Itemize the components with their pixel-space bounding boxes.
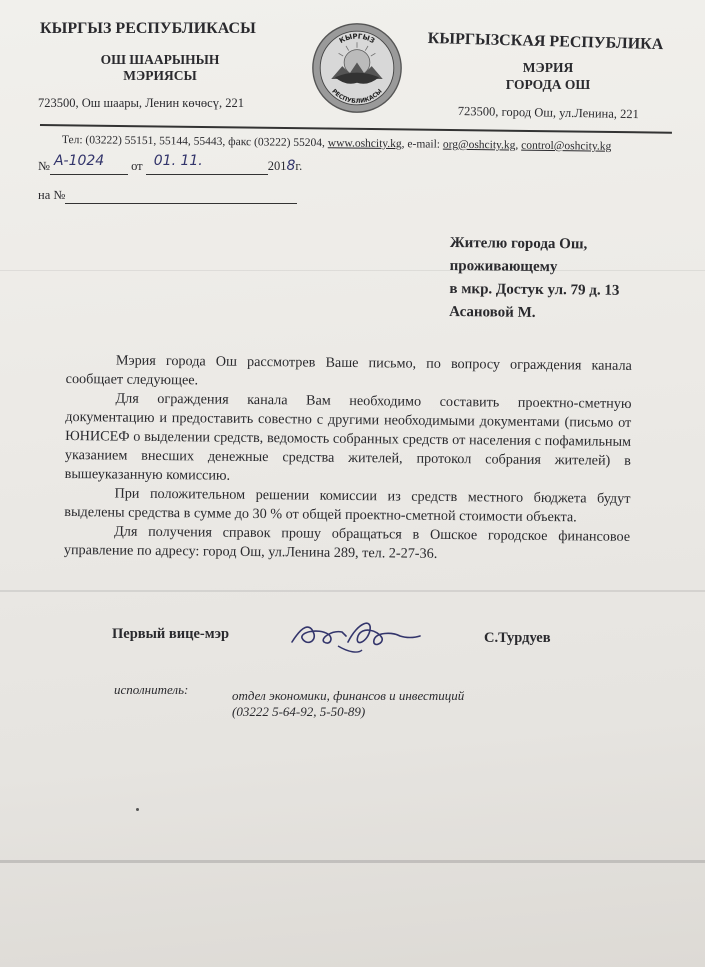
body-paragraph-3: При положительном решении комиссии из средств местного бюджета будут выделены средства в сумме до 30 % от общей проектно-сметной стоимости объекта. — [64, 485, 631, 526]
reference-date-handwritten: 01. 11. — [153, 153, 203, 169]
header-contacts — [62, 134, 611, 153]
signatory-position: Первый вице-мэр — [112, 626, 230, 642]
reference-year-prefix: 201 — [267, 159, 287, 173]
executor-phones: (03222 5-64-92, 5-50-89) — [232, 704, 366, 719]
reply-reference-field — [65, 188, 297, 204]
header-divider — [40, 124, 672, 133]
paper-fold — [0, 860, 705, 863]
contacts-email-label: , e-mail: — [401, 138, 441, 151]
email-link-control[interactable]: control@oshcity.kg — [521, 139, 612, 153]
contacts-separator: , — [515, 139, 519, 152]
addressee-line2: проживающему — [449, 257, 558, 276]
reference-number-label: № — [38, 159, 50, 173]
reference-line — [38, 153, 303, 175]
ink-dot — [136, 808, 139, 811]
header-right-office-line1: МЭРИЯ — [522, 60, 574, 75]
paper-fold — [0, 590, 705, 592]
reference-number-field — [50, 153, 128, 175]
body-paragraph-4: Для получения справок прошу обращаться в Ошское городское финансовое управление по адресу: город Ош, ул.Ленина 289, тел. 2-27-36. — [63, 523, 631, 562]
emblem-top-text: КЫРГЫЗ — [337, 32, 377, 46]
reference-date-field — [146, 153, 268, 175]
header-right-address: 723500, город Ош, ул.Ленина, 221 — [457, 104, 639, 122]
header-right-office-line2: ГОРОДА ОШ — [505, 77, 591, 92]
executor-department: отдел экономики, финансов и инвестиций — [232, 688, 465, 703]
emblem-bottom-text: РЕСПУБЛИКАСЫ — [330, 87, 384, 106]
reference-year-handwritten: 8 — [286, 158, 296, 174]
addressee-line3: в мкр. Достук ул. 79 д. 13 — [449, 280, 620, 299]
signatory-name: С.Турдуев — [484, 630, 551, 646]
header-left-office-line1: ОШ ШААРЫНЫН — [100, 52, 220, 67]
website-link[interactable]: www.oshcity.kg — [327, 137, 402, 151]
reference-date-label: от — [131, 159, 143, 173]
handwritten-signature — [288, 612, 424, 660]
reply-reference-line — [38, 188, 297, 204]
body-paragraph-2: Для ограждения канала Вам необходимо составить проектно-сметную документацию и предоставить совестно с другими необходимыми документами (письмо от ЮНИСЕФ о выделении средств, ведомость собранных средств от населения с пофамильным указанием внесших денежные средства жителей, протокол собрания жителей) в вышеуказанную комиссию. — [64, 390, 632, 484]
reference-year-suffix: г. — [295, 159, 303, 173]
email-link-org[interactable]: org@oshcity.kg — [442, 138, 516, 152]
contacts-phones: Тел: (03222) 55151, 55144, 55443, факс (03222) 55204, — [61, 134, 326, 150]
addressee-line1: Жителю города Ош, — [449, 234, 588, 253]
letter-body — [64, 351, 632, 566]
body-paragraph-1: Мэрия города Ош рассмотрев Ваше письмо, по вопросу ограждения канала сообщает следующее. — [65, 352, 632, 389]
kyrgyz-emblem-icon — [311, 22, 403, 114]
addressee-line4: Асановой М. — [449, 303, 536, 321]
reference-number-handwritten: A-1024 — [53, 153, 105, 169]
header-right-country: КЫРГЫЗСКАЯ РЕСПУБЛИКА — [427, 30, 664, 54]
reply-reference-label: на № — [38, 188, 66, 202]
executor-label: исполнитель: — [114, 682, 189, 697]
header-left-office-line2: МЭРИЯСЫ — [123, 68, 197, 83]
addressee-block — [449, 232, 620, 326]
header-left-address: 723500, Ош шаары, Ленин көчөсү, 221 — [38, 96, 244, 110]
header-left-country: КЫРГЫЗ РЕСПУБЛИКАСЫ — [40, 20, 256, 37]
